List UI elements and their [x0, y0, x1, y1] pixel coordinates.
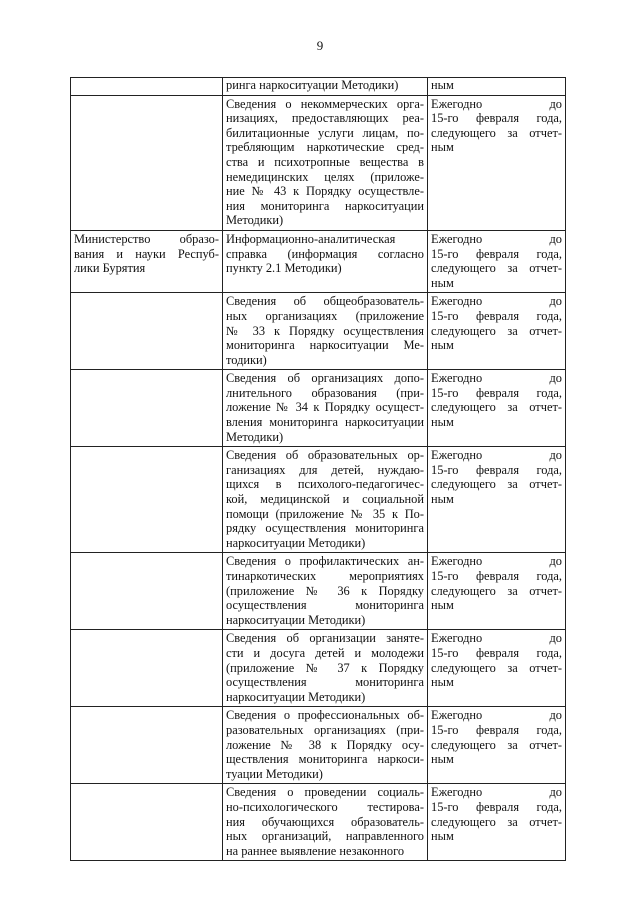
deadline-text: следующего за отчет-: [431, 477, 562, 492]
document-text: Сведения об общеобразователь-: [226, 294, 424, 309]
deadline-text: 15-го февраля года,: [431, 645, 562, 660]
document-text: требляющим наркотические сред-: [226, 140, 424, 155]
document-text: наркоситуации Методики): [226, 535, 366, 550]
document-text: Сведения о профессиональных об-: [226, 708, 424, 723]
document-text: сти и досуга детей и молодежи: [226, 645, 424, 660]
deadline-text: Ежегодно до: [431, 231, 562, 246]
deadline-text: ным: [431, 415, 454, 430]
deadline-cell: [428, 78, 566, 96]
deadline-text: 15-го февраля года,: [431, 569, 562, 583]
organization-cell: [71, 784, 223, 861]
deadline-text: Ежегодно до: [431, 448, 562, 463]
document-text: Сведения о профилактических ан-: [226, 554, 424, 569]
table-row: [71, 630, 566, 707]
document-text: но-психологического тестирова-: [226, 799, 424, 814]
document-text: пункту 2.1 Методики): [226, 261, 342, 276]
document-text: Сведения об организациях допо-: [226, 371, 424, 386]
deadline-cell: [428, 370, 566, 447]
document-text: осуществления мониторинга: [226, 675, 424, 690]
organization-cell: [71, 230, 223, 292]
table-row: [71, 95, 566, 230]
deadline-text: следующего за отчет-: [431, 400, 562, 415]
organization-cell: [71, 293, 223, 370]
document-text: помощи (приложение № 35 к По-: [226, 506, 424, 521]
organization-cell: [71, 370, 223, 447]
deadline-text: следующего за отчет-: [431, 323, 562, 338]
deadline-text: следующего за отчет-: [431, 814, 562, 829]
document-text: разовательных организациях (при-: [226, 722, 424, 737]
document-text: ния мониторинга наркоситуации: [226, 198, 424, 213]
deadline-text: ным: [431, 752, 454, 767]
document-text: (приложение № 36 к Порядку: [226, 583, 424, 598]
deadline-text: Ежегодно до: [431, 708, 562, 723]
document-text: ния обучающихся образователь-: [226, 814, 424, 829]
deadline-text: Ежегодно до: [431, 371, 562, 386]
deadline-text: 15-го февраля года,: [431, 799, 562, 814]
deadline-cell: [428, 447, 566, 553]
document-text: № 33 к Порядку осуществления: [226, 323, 424, 338]
document-text: (приложение № 37 к Порядку: [226, 660, 424, 675]
table-row: [71, 784, 566, 861]
document-text: ринга наркоситуации Методики): [226, 78, 399, 92]
document-text: осуществления мониторинга: [226, 598, 424, 613]
deadline-text: Ежегодно до: [431, 96, 562, 111]
deadline-text: 15-го февраля года,: [431, 722, 562, 737]
document-cell: [223, 447, 428, 553]
organization-cell: [71, 447, 223, 553]
document-text: немедицинских целях (приложе-: [226, 169, 424, 184]
document-cell: [223, 630, 428, 707]
table-row: [71, 447, 566, 553]
table-row: [71, 230, 566, 292]
document-text: тодики): [226, 352, 267, 367]
document-cell: [223, 230, 428, 292]
deadline-text: Ежегодно до: [431, 294, 562, 309]
deadline-cell: [428, 95, 566, 230]
deadline-text: ным: [431, 675, 454, 690]
document-text: ных организациях (приложение: [226, 308, 424, 323]
document-text: ложение № 34 к Порядку осущест-: [226, 400, 424, 415]
deadline-text: следующего за отчет-: [431, 737, 562, 752]
deadline-text: Ежегодно до: [431, 631, 562, 646]
document-text: справка (информация согласно: [226, 246, 424, 261]
deadline-text: следующего за отчет-: [431, 125, 562, 140]
document-text: кой, медицинской и социальной: [226, 492, 424, 507]
deadline-text: 15-го февраля года,: [431, 308, 562, 323]
deadline-cell: [428, 553, 566, 630]
table-row: [71, 553, 566, 630]
page-number: 9: [316, 38, 324, 53]
document-text: Методики): [226, 429, 284, 444]
document-text: Сведения об образовательных ор-: [226, 448, 424, 463]
deadline-text: 15-го февраля года,: [431, 246, 562, 261]
organization-text: лики Бурятия: [74, 261, 146, 276]
document-text: ние № 43 к Порядку осуществле-: [226, 184, 424, 199]
document-text: мониторинга наркоситуации Ме-: [226, 338, 424, 353]
deadline-text: 15-го февраля года,: [431, 111, 562, 126]
monitoring-table: [70, 77, 566, 861]
document-text: Сведения об организации заняте-: [226, 631, 424, 646]
document-text: Информационно-аналитическая: [226, 231, 396, 246]
document-cell: [223, 293, 428, 370]
deadline-text: следующего за отчет-: [431, 583, 562, 598]
document-text: ложение № 38 к Порядку осу-: [226, 737, 424, 752]
deadline-text: Ежегодно до: [431, 554, 562, 569]
deadline-text: ным: [431, 598, 454, 613]
document-text: низациях, предоставляющих реа-: [226, 111, 424, 126]
deadline-text: ным: [431, 829, 454, 844]
document-text: наркоситуации Методики): [226, 689, 366, 704]
table-row: [71, 78, 566, 96]
document-text: туации Методики): [226, 766, 323, 781]
deadline-cell: [428, 630, 566, 707]
organization-cell: [71, 95, 223, 230]
document-text: на раннее выявление незаконного: [226, 843, 405, 858]
organization-text: Министерство образо-: [74, 231, 219, 246]
deadline-text: ным: [431, 338, 454, 353]
organization-cell: [71, 553, 223, 630]
organization-text: вания и науки Респуб-: [74, 246, 219, 261]
document-text: тинаркотических мероприятиях: [226, 569, 424, 583]
document-text: ществления мониторинга наркоси-: [226, 752, 424, 767]
organization-cell: [71, 78, 223, 96]
deadline-text: следующего за отчет-: [431, 261, 562, 276]
document-cell: [223, 707, 428, 784]
document-cell: [223, 784, 428, 861]
deadline-text: ным: [431, 492, 454, 507]
document-text: наркоситуации Методики): [226, 612, 366, 627]
document-text: ства и психотропные вещества в: [226, 154, 424, 169]
deadline-text: ным: [431, 78, 454, 92]
document-text: вления мониторинга наркоситуации: [226, 415, 424, 430]
organization-cell: [71, 707, 223, 784]
deadline-cell: [428, 784, 566, 861]
deadline-text: 15-го февраля года,: [431, 462, 562, 477]
table-row: [71, 370, 566, 447]
deadline-text: Ежегодно до: [431, 785, 562, 800]
deadline-cell: [428, 707, 566, 784]
document-text: рядку осуществления мониторинга: [226, 521, 424, 536]
document-text: ных организаций, направленного: [226, 829, 424, 844]
deadline-text: следующего за отчет-: [431, 660, 562, 675]
deadline-cell: [428, 230, 566, 292]
table-row: [71, 707, 566, 784]
document-text: Методики): [226, 213, 284, 228]
document-cell: [223, 78, 428, 96]
organization-cell: [71, 630, 223, 707]
document-cell: [223, 370, 428, 447]
document-text: ганизациях для детей, нуждаю-: [226, 462, 424, 477]
document-text: лнительного образования (при-: [226, 385, 424, 400]
table-row: [71, 293, 566, 370]
document-cell: [223, 553, 428, 630]
document-text: Сведения о проведении социаль-: [226, 785, 424, 800]
deadline-cell: [428, 293, 566, 370]
deadline-text: 15-го февраля года,: [431, 385, 562, 400]
deadline-text: ным: [431, 275, 454, 290]
document-text: билитационные услуги лицам, по-: [226, 125, 424, 140]
document-text: Сведения о некоммерческих орга-: [226, 96, 424, 111]
document-cell: [223, 95, 428, 230]
document-text: щихся в психолого-педагогичес-: [226, 477, 424, 492]
deadline-text: ным: [431, 140, 454, 155]
